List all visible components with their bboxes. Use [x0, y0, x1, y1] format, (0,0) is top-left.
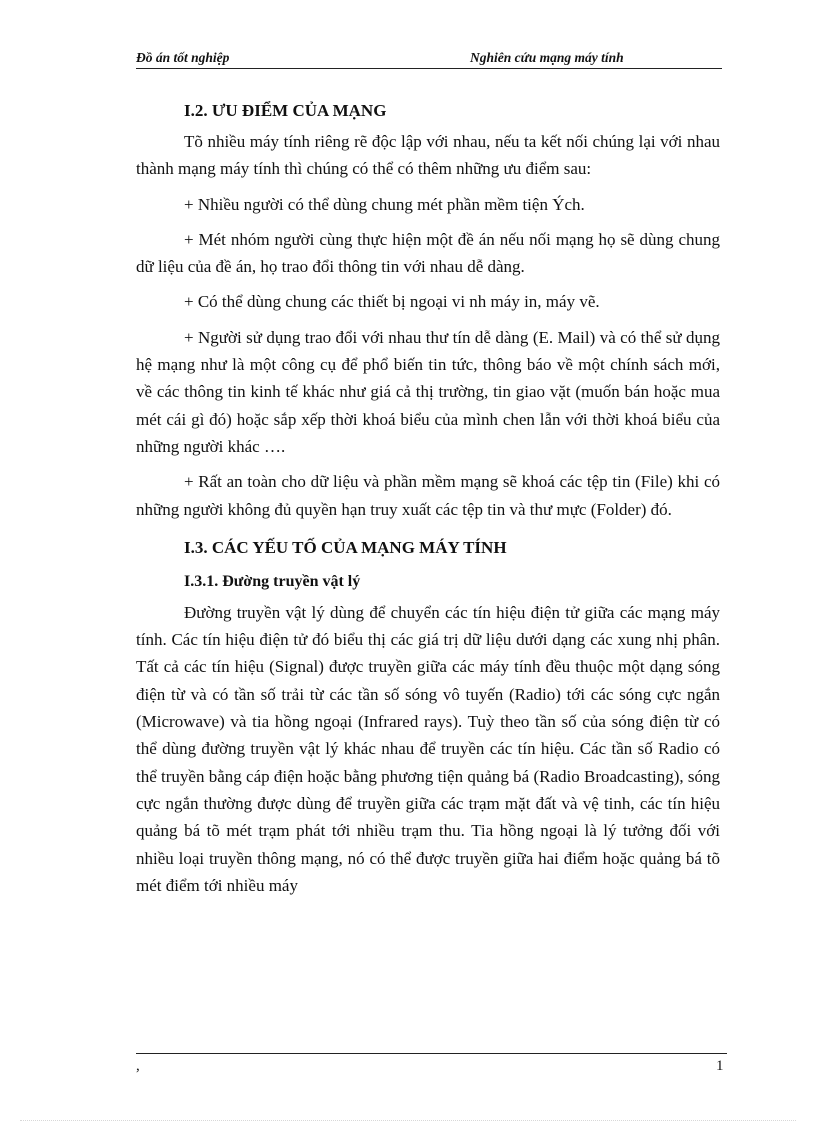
section-1-2-intro: Tõ nhiều máy tính riêng rẽ độc lập với nhau, nếu ta kết nối chúng lại với nhau thành mạng máy tính thì chúng có thể có thêm những ưu điểm sau:	[136, 132, 720, 179]
list-item: + Nhiều người có thể dùng chung mét phần mềm tiện Ých.	[184, 194, 585, 214]
header-rule	[136, 68, 722, 69]
section-title-1-3: I.3. CÁC YẾU TỐ CỦA MẠNG MÁY TÍNH	[184, 537, 507, 557]
list-item: + Rất an toàn cho dữ liệu và phần mềm mạng sẽ khoá các tệp tin (File) khi có những người không đủ quyền hạn truy xuất các tệp tin và thư mực (Folder) đó.	[136, 472, 720, 519]
footer-mark: ,	[136, 1058, 140, 1074]
footer-rule	[136, 1053, 727, 1054]
header-left-title: Đồ án tốt nghiệp	[136, 50, 230, 65]
section-title-1-2: I.2. ƯU ĐIỂM CỦA MẠNG	[184, 101, 387, 120]
list-item: + Có thể dùng chung các thiết bị ngoại vi nh máy in, máy vẽ.	[184, 292, 600, 312]
subsection-title-1-3-1: I.3.1. Đường truyền vật lý	[184, 572, 361, 590]
page-number: 1	[716, 1058, 724, 1074]
list-item: + Mét nhóm người cùng thực hiện một đề án nếu nối mạng họ sẽ dùng chung dữ liệu của đề án, họ trao đổi thông tin với nhau dễ dàng.	[136, 229, 720, 277]
header-right-title: Nghiên cứu mạng máy tính	[470, 50, 624, 65]
section-1-3-1-paragraph: Đường truyền vật lý dùng để chuyển các tín hiệu điện tử giữa các mạng máy tính. Các tín hiệu điện tử đó biểu thị các giá trị dữ liệu dưới dạng các xung nhị phân. Tất cả các tín hiệu (Signal) được truyền giữa các máy tính đều thuộc một dạng sóng điện từ và có tần số trải từ các tần số sóng vô tuyến (Radio) tới các sóng cực ngắn (Microwave) và tia hồng ngoại (Infrared rays). Tuỳ theo tần số của sóng điện từ có thể dùng đường truyền vật lý khác nhau để truyền các tín hiệu. Các tần số Radio có thể truyền bằng cáp điện hoặc bằng phương tiện quảng bá (Radio Broadcasting), sóng cực ngắn thường được dùng để truyền giữa các trạm mặt đất và vệ tinh, các tín hiệu quảng bá tõ mét trạm phát tới nhiều trạm thu. Tia hồng ngoại là lý tưởng đối với nhiều loại truyền thông mạng, nó có thể được truyền giữa hai điểm hoặc quảng bá tõ mét điểm tới nhiều máy	[136, 602, 720, 895]
list-item: + Người sử dụng trao đổi với nhau thư tín dễ dàng (E. Mail) và có thể sử dụng hệ mạng như là một công cụ để phổ biến tin tức, thông báo về một chính sách mới, về các thông tin kinh tế khác như giá cả thị trường, tin giao vặt (muốn bán hoặc mua mét cái gì đó) hoặc sắp xếp thời khoá biểu của mình chen lẫn với thời khoá biểu của những người khác ….	[136, 327, 720, 456]
page-bottom-divider	[20, 1120, 796, 1121]
page-content	[136, 94, 720, 907]
